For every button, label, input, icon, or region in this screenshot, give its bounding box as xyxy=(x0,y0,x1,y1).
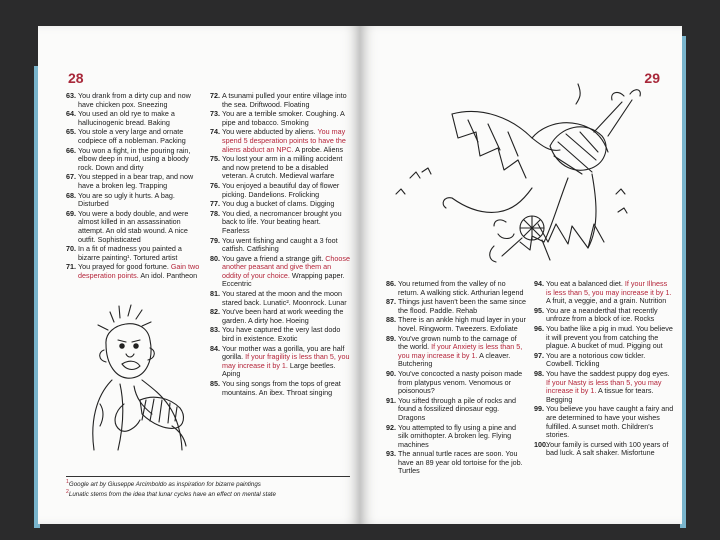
entry-text: You've concocted a nasty poison made from platypus venom. Venomous or poisonous? xyxy=(398,368,523,396)
list-item xyxy=(210,326,350,343)
right-page-column-2 xyxy=(534,280,674,459)
entry-text: You are a notorious cow tickler. Cowbell. Tickling xyxy=(546,350,646,369)
list-item xyxy=(386,335,528,369)
entry-text: You eat a balanced diet. If your Illness is less than 5, you may increase it by 1. A fruit, a veggie, and a grain. Nutrition xyxy=(546,279,672,306)
entry-number: 84. xyxy=(210,343,220,353)
entry-text: Your family is cursed with 100 years of bad luck. A salt shaker. Misfortune xyxy=(546,439,669,458)
list-item xyxy=(210,92,350,109)
list-item xyxy=(210,255,350,289)
entry-number: 95. xyxy=(534,305,544,315)
entry-text: You stared at the moon and the moon stared back. Lunatic². Moonrock. Lunar xyxy=(222,289,347,307)
entry-number: 79. xyxy=(210,235,220,245)
entry-text: You have captured the very last dodo bird in existence. Exotic xyxy=(222,325,341,344)
list-item xyxy=(66,192,204,209)
page-number-left: 28 xyxy=(68,70,84,86)
list-item xyxy=(534,307,674,324)
list-item xyxy=(66,263,204,280)
list-item xyxy=(210,155,350,181)
list-item xyxy=(210,308,350,325)
list-item xyxy=(210,210,350,236)
entry-text: You stepped in a bear trap, and now have a broken leg. Trapping xyxy=(78,172,194,190)
entry-text: You prayed for good fortune. Gain two desperation points. An idol. Pantheon xyxy=(78,262,200,280)
entry-text: You won a fight, in the pouring rain, elbow deep in mud, using a bloody rock. Down and dirty xyxy=(78,145,191,172)
entry-number: 65. xyxy=(66,127,76,137)
list-item xyxy=(210,128,350,154)
entry-number: 75. xyxy=(210,154,220,164)
entry-text: You enjoyed a beautiful day of flower picking. Dandelions. Frolicking xyxy=(222,180,340,199)
entry-number: 91. xyxy=(386,395,396,405)
entry-number: 86. xyxy=(386,279,396,288)
footnote-2: $^2$Lunatic stems from the idea that lunar cycles have an effect on mental state xyxy=(66,488,276,498)
rule-text: Choose another peasant and give them an oddity of your choice. xyxy=(222,253,351,280)
entry-number: 96. xyxy=(534,323,544,333)
entry-text: You were a body double, and were almost killed in an assassination attempt. An old stab wound. A nice outfit. Sophisticated xyxy=(78,208,189,244)
list-item xyxy=(534,352,674,369)
list-item xyxy=(66,245,204,262)
list-item xyxy=(386,424,528,450)
entry-number: 82. xyxy=(210,307,220,317)
entry-text: You died, a necromancer brought you back to life. Your beating heart. Fearless xyxy=(222,208,342,235)
entry-text: There is an ankle high mud layer in your hovel. Ringworm. Tweezers. Exfoliate xyxy=(398,315,526,333)
entry-number: 87. xyxy=(386,297,396,307)
entry-text: You are a terrible smoker. Coughing. A pipe and tobacco. Smoking xyxy=(222,109,345,127)
rule-text: If your Illness is less than 5, you may increase it by 1. xyxy=(546,279,672,297)
entry-text: You sifted through a pile of rocks and found a fossilized dinosaur egg. Dragons xyxy=(398,395,517,422)
entry-number: 70. xyxy=(66,244,76,254)
entry-text: You have the saddest puppy dog eyes. If your Nasty is less than 5, you may increase it by 1. A tissue for tears. Begging xyxy=(546,368,670,404)
open-book xyxy=(34,18,686,528)
left-page xyxy=(38,26,360,524)
list-item xyxy=(386,298,528,315)
entry-number: 83. xyxy=(210,325,220,335)
list-item xyxy=(210,345,350,379)
entry-text: The annual turtle races are soon. You have an 89 year old tortoise for the job. Turtles xyxy=(398,449,523,476)
entry-text: You stole a very large and ornate codpiece off a nobleman. Packing xyxy=(78,127,186,145)
right-page xyxy=(360,26,682,524)
entry-text: You dug a bucket of clams. Digging xyxy=(222,199,335,209)
entry-text: You drank from a dirty cup and now have chicken pox. Sneezing xyxy=(78,91,191,109)
rule-text: If your Anxiety is less than 5, you may increase it by 1. xyxy=(398,342,523,360)
entry-number: 64. xyxy=(66,109,76,119)
entry-number: 81. xyxy=(210,289,220,299)
entry-number: 85. xyxy=(210,379,220,388)
entry-text: You gave a friend a strange gift. Choose another peasant and give them an oddity of your choice. Wrapping paper. Eccentric xyxy=(222,253,351,289)
entry-number: 100. xyxy=(534,439,548,449)
rule-text: If your fragility is less than 5, you may increase it by 1. xyxy=(222,352,350,370)
entry-text: Things just haven't been the same since the flood. Paddle. Rehab xyxy=(398,297,527,315)
entry-text: You've grown numb to the carnage of the world. If your Anxiety is less than 5, you may increase it by 1. A cleaver. Butchering xyxy=(398,333,523,369)
list-item xyxy=(534,325,674,351)
entry-number: 80. xyxy=(210,253,220,263)
entry-number: 94. xyxy=(534,279,544,288)
entry-text: You returned from the valley of no return. A walking stick. Arthurian legend xyxy=(398,279,524,297)
list-item xyxy=(386,316,528,333)
entry-number: 90. xyxy=(386,368,396,378)
entry-text: You believe you have caught a fairy and are determined to have your wishes fulfilled. A sunset moth. Children's stories. xyxy=(546,404,674,440)
entry-number: 71. xyxy=(66,262,76,272)
list-item xyxy=(66,128,204,145)
entry-text: You attempted to fly using a pine and silk ornithopter. A broken leg. Flying machines xyxy=(398,422,517,449)
list-item xyxy=(534,370,674,404)
list-item xyxy=(210,380,350,397)
entry-number: 69. xyxy=(66,208,76,218)
entry-number: 89. xyxy=(386,333,396,343)
entry-text: You lost your arm in a milling accident and now pretend to be a disabled veteran. A crutch. Medieval warfare xyxy=(222,154,343,181)
page-number-right: 29 xyxy=(644,70,660,86)
rule-text: You may spend 5 desperation points to have the aliens abduct an NPC. xyxy=(222,127,346,154)
list-item xyxy=(210,237,350,254)
entry-number: 73. xyxy=(210,109,220,119)
list-item xyxy=(210,200,350,209)
entry-text: You sing songs from the tops of great mountains. An ibex. Throat singing xyxy=(222,379,341,397)
entry-number: 98. xyxy=(534,368,544,378)
list-item xyxy=(210,110,350,127)
left-page-column-1 xyxy=(66,92,204,281)
list-item xyxy=(386,450,528,476)
list-item xyxy=(66,110,204,127)
entry-number: 76. xyxy=(210,180,220,190)
rule-text: Gain two desperation points. xyxy=(78,262,200,280)
list-item xyxy=(534,441,674,458)
entry-text: You went fishing and caught a 3 foot catfish. Catfishing xyxy=(222,235,338,254)
entry-text: You are so ugly it hurts. A bag. Disturbed xyxy=(78,190,175,209)
entry-number: 66. xyxy=(66,145,76,155)
entry-text: You are a neanderthal that recently unfroze from a block of ice. Rocks xyxy=(546,305,658,324)
entry-number: 72. xyxy=(210,91,220,100)
list-item xyxy=(66,92,204,109)
old-man-illustration xyxy=(84,304,202,454)
entry-text: You bathe like a pig in mud. You believe it will prevent you from catching the plague. A bucket of mud. Pigging out xyxy=(546,323,673,351)
footnote-1: $^1$Google art by Giuseppe Arcimboldo as inspiration for bizarre paintings xyxy=(66,479,261,489)
entry-text: Your mother was a gorilla, you are half gorilla. If your fragility is less than 5, you may increase it by 1. Large beetles. Aping xyxy=(222,343,350,379)
entry-number: 88. xyxy=(386,315,396,325)
entry-text: In a fit of madness you painted a bizarre painting¹. Tortured artist xyxy=(78,244,182,262)
entry-text: You were abducted by aliens. You may spend 5 desperation points to have the aliens abduct an NPC. A probe. Aliens xyxy=(222,127,346,154)
list-item xyxy=(66,210,204,244)
entry-number: 93. xyxy=(386,449,396,459)
list-item xyxy=(66,147,204,173)
entry-text: A tsunami pulled your entire village into the sea. Driftwood. Floating xyxy=(222,91,347,109)
entry-number: 97. xyxy=(534,350,544,360)
entry-number: 92. xyxy=(386,422,396,432)
entry-number: 78. xyxy=(210,208,220,218)
entry-text: You've been hard at work weeding the garden. A dirty hoe. Hoeing xyxy=(222,307,344,325)
right-page-column-1 xyxy=(386,280,528,477)
entry-number: 67. xyxy=(66,172,76,182)
list-item xyxy=(66,173,204,190)
ornithopter-illustration xyxy=(382,76,668,272)
list-item xyxy=(210,182,350,199)
list-item xyxy=(386,397,528,423)
entry-number: 68. xyxy=(66,190,76,200)
left-page-column-2 xyxy=(210,92,350,398)
entry-number: 74. xyxy=(210,127,220,137)
list-item xyxy=(210,290,350,307)
list-item xyxy=(534,405,674,439)
list-item xyxy=(386,370,528,396)
list-item xyxy=(534,280,674,306)
entry-number: 99. xyxy=(534,404,544,414)
list-item xyxy=(386,280,528,297)
entry-text: You used an old rye to make a hallucinogenic bread. Baking xyxy=(78,109,175,127)
rule-text: If your Nasty is less than 5, you may increase it by 1. xyxy=(546,377,662,396)
entry-number: 77. xyxy=(210,199,220,209)
entry-number: 63. xyxy=(66,91,76,100)
footnotes xyxy=(66,476,350,498)
